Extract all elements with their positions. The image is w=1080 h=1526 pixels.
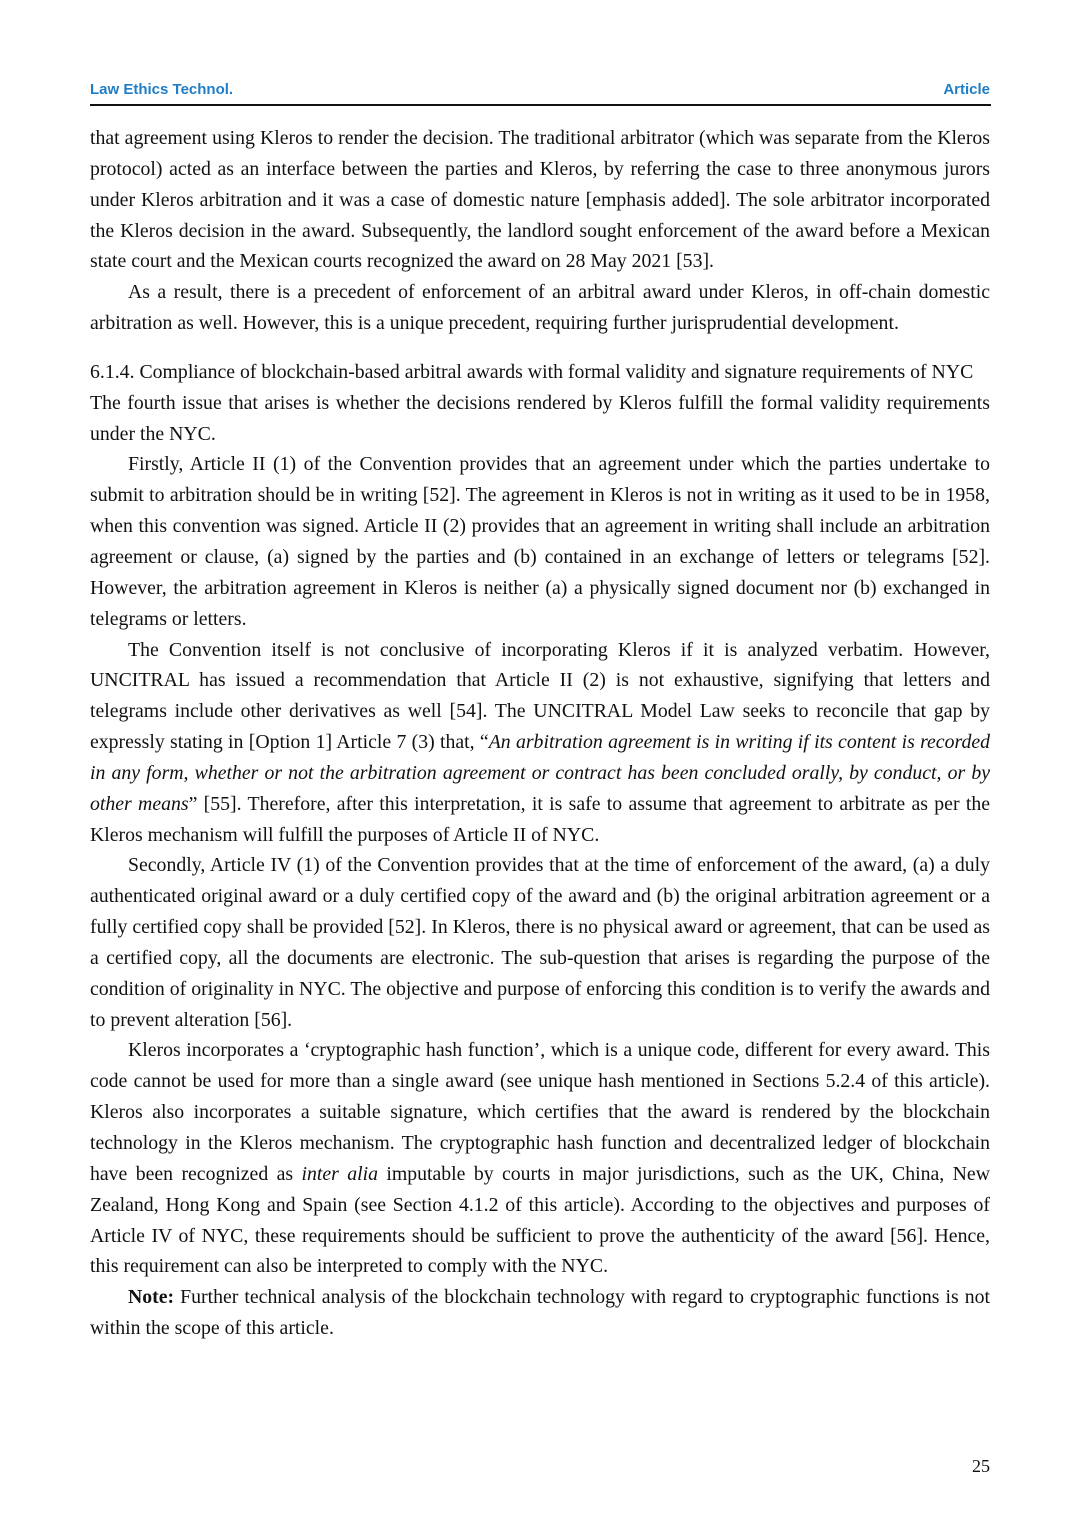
inter-alia-term: inter alia	[301, 1162, 378, 1185]
article-type: Article	[943, 80, 990, 98]
paragraph-note	[90, 1282, 990, 1344]
paragraph-precedent: As a result, there is a precedent of enforcement of an arbitral award under Kleros, in off-chain domestic arbitration as well. However, this is a unique precedent, requiring further jurisprudential development.	[90, 281, 990, 335]
running-header	[90, 76, 990, 102]
uncitral-text-continued: ” [55]. Therefore, after this interpretation, it is safe to assume that agreement to arbitrate as per the Kleros mechanism will fulfill the purposes of Article II of NYC.	[90, 792, 990, 846]
paragraph-hash-function	[90, 1035, 990, 1282]
header-divider	[90, 104, 991, 106]
note-text: Further technical analysis of the blockchain technology with regard to cryptographic functions is not within the scope of this article.	[90, 1286, 990, 1340]
paragraph-uncitral	[90, 635, 990, 851]
hash-text-continued: imputable by courts in major jurisdictions, such as the UK, China, New Zealand, Hong Kong and Spain (see Section 4.1.2 of this article). According to the objectives and purposes of Article IV of NYC, these requirements should be sufficient to prove the authenticity of the award [56]. Hence, this requirement can also be interpreted to comply with the NYC.	[90, 1162, 990, 1278]
note-label: Note:	[128, 1286, 175, 1309]
journal-name: Law Ethics Technol.	[90, 80, 234, 98]
body-text	[90, 123, 990, 1344]
paragraph-article-ii: Firstly, Article II (1) of the Convention provides that an agreement under which the parties undertake to submit to arbitration should be in writing [52]. The agreement in Kleros is not in writing as it used to be in 1958, when this convention was signed. Article II (2) provides that an agreement in writing shall include an arbitration agreement or clause, (a) signed by the parties and (b) contained in an exchange of letters or telegrams [52]. However, the arbitration agreement in Kleros is neither (a) a physically signed document nor (b) exchanged in telegrams or letters.	[90, 453, 990, 630]
model-law-quote: An arbitration agreement is in writing if its content is recorded in any form, whether or not the arbitration agreement or contract has been concluded orally, by conduct, or by other means	[90, 731, 991, 815]
hash-text: Kleros incorporates a ‘cryptographic hash function’, which is a unique code, different for every award. This code cannot be used for more than a single award (see unique hash mentioned in Sections 5.2.4 of this article). Kleros also incorporates a suitable signature, which certifies that the award is rendered by the blockchain technology in the Kleros mechanism. The cryptographic hash function and decentralized ledger of blockchain have been recognized as	[90, 1039, 990, 1185]
paragraph-article-iv: Secondly, Article IV (1) of the Convention provides that at the time of enforcement of the award, (a) a duly authenticated original award or a duly certified copy of the award and (b) the original arbitration agreement or a fully certified copy shall be provided [52]. In Kleros, there is no physical award or agreement, that can be used as a certified copy, all the documents are electronic. The sub-question that arises is regarding the purpose of the condition of originality in NYC. The objective and purpose of enforcing this condition is to verify the awards and to prevent alteration [56].	[90, 854, 990, 1031]
section-heading: 6.1.4. Compliance of blockchain-based arbitral awards with formal validity and signature requirements of NYC	[90, 360, 974, 383]
paragraph-fourth-issue: The fourth issue that arises is whether the decisions rendered by Kleros fulfill the formal validity requirements under the NYC.	[90, 391, 990, 445]
page-number: 25	[972, 1456, 990, 1476]
paragraph-continued: that agreement using Kleros to render the decision. The traditional arbitrator (which was separate from the Kleros protocol) acted as an interface between the parties and Kleros, by referring the case to three anonymous jurors under Kleros arbitration and it was a case of domestic nature [emphasis added]. The sole arbitrator incorporated the Kleros decision in the award. Subsequently, the landlord sought enforcement of the award before a Mexican state court and the Mexican courts recognized the award on 28 May 2021 [53].	[90, 127, 990, 273]
uncitral-text: The Convention itself is not conclusive of incorporating Kleros if it is analyzed verbatim. However, UNCITRAL has issued a recommendation that Article II (2) is not exhaustive, signifying that letters and telegrams include other derivatives as well [54]. The UNCITRAL Model Law seeks to reconcile that gap by expressly stating in [Option 1] Article 7 (3) that, “	[90, 638, 990, 754]
